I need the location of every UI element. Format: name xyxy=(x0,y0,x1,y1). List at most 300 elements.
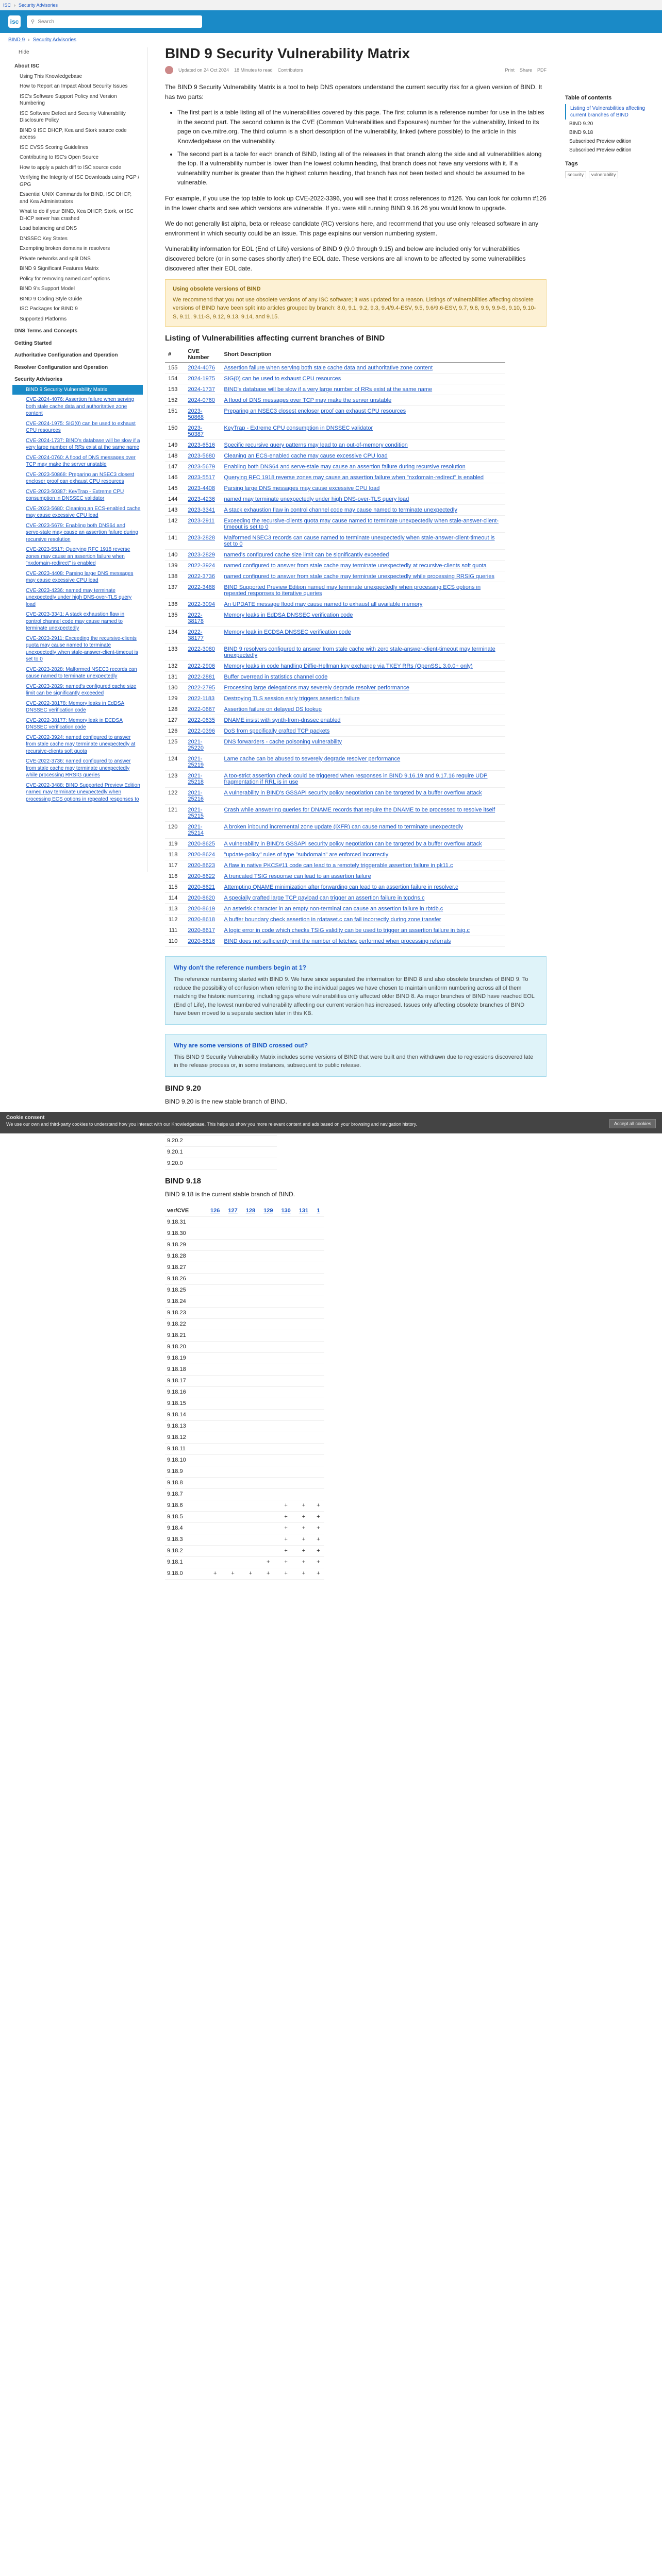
desc-cell xyxy=(221,550,505,561)
sidebar-item[interactable]: What to do if your BIND, Kea DHCP, Stork, or ISC DHCP server has crashed xyxy=(20,209,134,222)
matrix-cell xyxy=(312,1216,324,1228)
sidebar-item[interactable]: CVE-2023-50868: Preparing an NSEC3 closest encloser proof can exhaust CPU resources xyxy=(26,471,135,484)
sidebar-item[interactable]: CVE-2022-3924: named configured to answer from stale cache may terminate unexpectedly at recursive-clients soft quota xyxy=(26,734,136,754)
sidebar-item[interactable]: Security Advisories xyxy=(14,377,63,382)
matrix-cell xyxy=(242,1284,259,1296)
table-row xyxy=(165,1158,277,1169)
matrix-cell xyxy=(206,1375,224,1386)
table-row xyxy=(165,599,505,610)
table-row xyxy=(165,384,505,395)
desc-cell xyxy=(221,472,505,483)
desc-cell xyxy=(221,505,505,516)
table-row xyxy=(165,423,505,440)
matrix-cell xyxy=(206,1443,224,1454)
desc-cell xyxy=(221,661,505,672)
vuln-desc-link[interactable]: Specific recursive query patterns may lead to an out-of-memory condition xyxy=(224,442,408,449)
cve-link[interactable]: 2023-6516 xyxy=(188,442,215,449)
cve-link[interactable]: 2021-25215 xyxy=(188,807,204,820)
table-row xyxy=(165,1556,324,1568)
vuln-desc-link[interactable]: Crash while answering queries for DNAME records that require the DNAME to be processed to resolve itself xyxy=(224,807,495,814)
vuln-desc-link[interactable]: Querying RFC 1918 reverse zones may cause an assertion failure when "nxdomain-redirect" is enabled xyxy=(224,474,484,481)
vuln-desc-link[interactable]: A broken inbound incremental zone update (IXFR) can cause named to terminate unexpectedly xyxy=(224,824,463,831)
matrix-cell xyxy=(224,1216,241,1228)
cve-link[interactable]: 2020-8618 xyxy=(188,917,215,923)
vuln-desc-link[interactable]: Preparing an NSEC3 closest encloser proof can exhaust CPU resources xyxy=(224,408,406,415)
matrix-cell xyxy=(224,1262,241,1273)
vuln-desc-link[interactable]: DNS forwarders - cache poisoning vulnerability xyxy=(224,739,342,745)
crossed-note-title: Why are some versions of BIND crossed out? xyxy=(174,1041,308,1049)
matrix-cell xyxy=(259,1398,277,1409)
table-row xyxy=(165,516,505,533)
table-row xyxy=(165,1466,324,1477)
cve-link[interactable]: 2020-8616 xyxy=(188,938,215,945)
breadcrumb-item[interactable]: Security Advisories xyxy=(32,37,77,43)
matrix-cell: + xyxy=(295,1545,312,1556)
sidebar-item[interactable]: ISC CVSS Scoring Guidelines xyxy=(20,144,89,150)
sidebar-item[interactable]: DNS Terms and Concepts xyxy=(14,328,78,334)
table-row xyxy=(165,533,505,550)
cve-link[interactable]: 2023-4408 xyxy=(188,485,215,492)
cve-cell xyxy=(185,516,221,533)
sidebar-item[interactable]: Private networks and split DNS xyxy=(20,256,91,262)
desc-cell xyxy=(221,406,505,423)
sidebar-item[interactable]: CVE-2023-5517: Querying RFC 1918 reverse zones may cause an assertion failure when "nxdomain-redirect" is enabled xyxy=(26,547,130,566)
heading-9-18: BIND 9.18 xyxy=(165,1176,202,1185)
desc-cell xyxy=(221,936,505,947)
sidebar-item[interactable]: CVE-2023-5679: Enabling both DNS64 and serve-stale may cause an assertion failure during recursive resolution xyxy=(26,522,138,543)
toc-item[interactable]: Subscribed Preview edition xyxy=(569,139,632,144)
cve-link[interactable]: 2020-8617 xyxy=(188,927,215,934)
table-row xyxy=(165,1250,324,1262)
table-row xyxy=(165,1341,324,1352)
desc-cell xyxy=(221,925,505,936)
cve-cell xyxy=(185,850,221,860)
table-row xyxy=(165,871,505,882)
cve-link[interactable]: 2023-3341 xyxy=(188,507,215,514)
vuln-number: 116 xyxy=(165,871,185,882)
sidebar-item[interactable]: Verifying the Integrity of ISC Downloads using PGP / GPG xyxy=(20,175,140,188)
cve-cell xyxy=(185,462,221,472)
cve-link[interactable]: 2021-25214 xyxy=(188,824,204,837)
table-row xyxy=(165,1216,324,1228)
desc-cell xyxy=(221,737,505,754)
cve-link[interactable]: 2020-8623 xyxy=(188,862,215,869)
vuln-desc-link[interactable]: KeyTrap - Extreme CPU consumption in DNSSEC validator xyxy=(224,425,373,432)
search-box[interactable] xyxy=(27,15,202,28)
pdf-button[interactable]: PDF xyxy=(537,67,547,73)
vuln-desc-link[interactable]: A stack exhaustion flaw in control channel code may cause named to terminate unexpectedly xyxy=(224,507,457,514)
sidebar-item[interactable]: Load balancing and DNS xyxy=(20,226,77,231)
matrix-cell xyxy=(312,1375,324,1386)
vuln-desc-link[interactable]: Lame cache can be abused to severely degrade resolver performance xyxy=(224,756,401,762)
cve-cell xyxy=(185,893,221,904)
matrix-cell xyxy=(206,1352,224,1364)
cve-link[interactable]: 2022-0667 xyxy=(188,706,215,713)
matrix-cell xyxy=(242,1158,259,1169)
cve-link[interactable]: 2024-0760 xyxy=(188,397,215,404)
sidebar-item[interactable]: Using This Knowledgebase xyxy=(20,73,82,79)
matrix-col-link[interactable]: 129 xyxy=(263,1208,273,1214)
matrix-cell xyxy=(259,1284,277,1296)
cve-link[interactable]: 2020-8621 xyxy=(188,884,215,891)
cve-link[interactable]: 2022-3094 xyxy=(188,601,215,608)
sidebar-item[interactable]: Contributing to ISC's Open Source xyxy=(20,155,99,160)
vuln-number: 153 xyxy=(165,384,185,395)
matrix-col-header xyxy=(206,1205,224,1216)
matrix-cell xyxy=(277,1432,294,1443)
vulnerability-table xyxy=(165,347,505,947)
matrix-cell xyxy=(242,1364,259,1375)
matrix-cell xyxy=(206,1296,224,1307)
breadcrumb-item[interactable]: BIND 9 xyxy=(8,37,25,43)
vuln-number: 141 xyxy=(165,533,185,550)
vuln-desc-link[interactable]: Assertion failure when serving both stale cache data and authoritative zone content xyxy=(224,365,433,371)
version-label: 9.18.23 xyxy=(165,1307,206,1318)
sidebar-item[interactable]: DNSSEC Key States xyxy=(20,235,68,242)
vuln-number: 151 xyxy=(165,406,185,423)
vuln-number: 119 xyxy=(165,839,185,850)
desc-cell xyxy=(221,850,505,860)
desc-cell xyxy=(221,871,505,882)
cve-cell xyxy=(185,737,221,754)
cve-link[interactable]: 2022-3736 xyxy=(188,573,215,580)
matrix-cell xyxy=(224,1522,241,1534)
matrix-col-link[interactable]: 126 xyxy=(210,1208,220,1214)
table-row xyxy=(165,1568,324,1579)
matrix-col-link[interactable]: 1 xyxy=(317,1208,320,1214)
sidebar-item[interactable]: CVE-2024-1737: BIND's database will be slow if a very large number of RRs exist at the same name xyxy=(26,437,140,450)
cve-link[interactable]: 2020-8620 xyxy=(188,895,215,902)
table-row xyxy=(165,693,505,704)
desc-cell xyxy=(221,882,505,893)
matrix-cell xyxy=(259,1522,277,1534)
table-row xyxy=(165,822,505,839)
cve-link[interactable]: 2023-5680 xyxy=(188,453,215,460)
version-label: 9.18.14 xyxy=(165,1409,206,1420)
cve-link[interactable]: 2022-3488 xyxy=(188,584,215,591)
matrix-cell xyxy=(277,1216,294,1228)
matrix-cell xyxy=(242,1432,259,1443)
matrix-cell: + xyxy=(277,1534,294,1545)
vuln-desc-link[interactable]: Destroying TLS session early triggers assertion failure xyxy=(224,696,360,702)
vuln-desc-link[interactable]: named's configured cache size limit can be significantly exceeded xyxy=(224,552,389,558)
cve-cell xyxy=(185,805,221,822)
matrix-cell xyxy=(224,1556,241,1568)
matrix-cell xyxy=(312,1466,324,1477)
cve-link[interactable]: 2022-0635 xyxy=(188,717,215,724)
matrix-cell: + xyxy=(295,1556,312,1568)
matrix-cell xyxy=(242,1386,259,1398)
cve-link[interactable]: 2022-38177 xyxy=(188,629,204,642)
matrix-cell xyxy=(259,1432,277,1443)
matrix-cell: + xyxy=(259,1556,277,1568)
sidebar-item[interactable]: CVE-2023-2911: Exceeding the recursive-clients quota may cause named to terminate unexpectedly when stale-answer-client-timeout is set to 0 xyxy=(26,635,138,662)
sidebar-item[interactable]: CVE-2022-38178: Memory leaks in EdDSA DNSSEC verification code xyxy=(26,700,125,713)
toc-item[interactable]: Subscribed Preview edition xyxy=(569,147,632,153)
vuln-desc-link[interactable]: Exceeding the recursive-clients quota may cause named to terminate unexpectedly when stale-answer-client-timeout is set to 0 xyxy=(224,518,499,531)
cve-link[interactable]: 2020-8625 xyxy=(188,841,215,848)
toc-item[interactable]: BIND 9.20 xyxy=(569,121,593,127)
cve-link[interactable]: 2022-38178 xyxy=(188,612,204,625)
matrix-cell: + xyxy=(277,1511,294,1522)
sidebar-item[interactable]: CVE-2022-3488: BIND Supported Preview Edition named may terminate unexpectedly when processing ECS options in repeated responses to xyxy=(26,782,140,802)
sidebar-item[interactable]: How to Report an Impact About Security Issues xyxy=(20,83,128,89)
list-item: • The first part is a table listing all of the vulnerabilities covered by this page. The first column is a reference number for use in the tables in the second part. The second column is the CVE (Common Vulnerabilities and Exposures) number for the vulnerability, linked to its page on cve.mitre.org. The third column is a short description of the vulnerability, linked (where possible) to the article in this Knowledgebase on the vulnerability. xyxy=(177,108,547,146)
share-button[interactable]: Share xyxy=(519,67,532,73)
vuln-desc-link[interactable]: A specially crafted large TCP payload can trigger an assertion failure in tcpdns.c xyxy=(224,895,425,902)
matrix-cell xyxy=(259,1146,277,1158)
table-row xyxy=(165,1273,324,1284)
cve-link[interactable]: 2022-2906 xyxy=(188,663,215,670)
sidebar-item[interactable]: Getting Started xyxy=(14,340,52,346)
vuln-desc-link[interactable]: Attempting QNAME minimization after forwarding can lead to an assertion failure in resolver.c xyxy=(224,884,458,891)
matrix-col-link[interactable]: 128 xyxy=(245,1208,256,1214)
sidebar-item[interactable]: ISC's Software Support Policy and Version Numbering xyxy=(20,93,117,106)
sidebar-item[interactable]: CVE-2023-4236: named may terminate unexpectedly under high DNS-over-TLS query load xyxy=(26,587,132,607)
cve-link[interactable]: 2021-25219 xyxy=(188,756,204,769)
sidebar-item[interactable]: BIND 9 ISC DHCP, Kea and Stork source code access xyxy=(20,127,127,140)
sidebar-item[interactable]: CVE-2023-5680: Cleaning an ECS-enabled cache may cause excessive CPU load xyxy=(26,505,141,518)
table-row xyxy=(165,1398,324,1409)
cve-link[interactable]: 2022-3080 xyxy=(188,646,215,653)
sidebar-item[interactable]: BIND 9 Coding Style Guide xyxy=(20,296,82,302)
cve-link[interactable]: 2021-25220 xyxy=(188,739,204,752)
vuln-desc-link[interactable]: Memory leaks in EdDSA DNSSEC verification code xyxy=(224,612,353,619)
cve-cell xyxy=(185,374,221,384)
obsolete-warning xyxy=(165,279,547,327)
vuln-number: 138 xyxy=(165,571,185,582)
sidebar-item[interactable]: About ISC xyxy=(14,63,40,69)
matrix-cell xyxy=(224,1330,241,1341)
search-input[interactable] xyxy=(38,19,198,25)
sidebar-item[interactable]: ISC Software Defect and Security Vulnerability Disclosure Policy xyxy=(20,110,126,123)
cve-cell xyxy=(185,384,221,395)
sidebar-item[interactable]: CVE-2022-3736: named configured to answer from stale cache may terminate unexpectedly while processing RRSIG queries xyxy=(26,758,131,778)
cve-link[interactable]: 2024-4076 xyxy=(188,365,215,371)
cve-link[interactable]: 2023-2829 xyxy=(188,552,215,558)
matrix-cell xyxy=(312,1432,324,1443)
sidebar-item[interactable]: Exempting broken domains in resolvers xyxy=(20,246,110,251)
vuln-desc-link[interactable]: Buffer overread in statistics channel code xyxy=(224,674,328,681)
cve-link[interactable]: 2020-8619 xyxy=(188,906,215,912)
table-row xyxy=(165,1135,277,1146)
sidebar-item[interactable]: Policy for removing named.conf options xyxy=(20,276,110,282)
vuln-desc-link[interactable]: Parsing large DNS messages may cause excessive CPU load xyxy=(224,485,380,492)
desc-cell xyxy=(221,582,505,599)
cve-link[interactable]: 2021-25218 xyxy=(188,773,204,786)
matrix-cell xyxy=(312,1273,324,1284)
vuln-number: 121 xyxy=(165,805,185,822)
matrix-cell xyxy=(224,1135,241,1146)
sidebar-item[interactable]: CVE-2024-4076: Assertion failure when serving both stale cache data and authoritative zone content xyxy=(26,397,135,416)
cve-cell xyxy=(185,550,221,561)
vuln-number: 140 xyxy=(165,550,185,561)
vuln-desc-link[interactable]: Memory leaks in code handling Diffie-Hellman key exchange via TKEY RRs (OpenSSL 3.0.0+ only) xyxy=(224,663,473,670)
cve-cell xyxy=(185,882,221,893)
sidebar-item[interactable]: CVE-2023-3341: A stack exhaustion flaw in control channel code may cause named to terminate unexpectedly xyxy=(26,612,125,631)
vuln-desc-link[interactable]: Malformed NSEC3 records can cause named to terminate unexpectedly when stale-answer-client-timeout is set to 0 xyxy=(224,535,495,548)
vuln-desc-link[interactable]: BIND 9 resolvers configured to answer from stale cache with zero stale-answer-client-timeout may terminate unexpectedly xyxy=(224,646,495,659)
vuln-desc-link[interactable]: A logic error in code which checks TSIG validity can be used to trigger an assertion failure in tsig.c xyxy=(224,927,470,934)
vuln-desc-link[interactable]: A vulnerability in BIND's GSSAPI security policy negotiation can be targeted by a buffer overflow attack xyxy=(224,790,482,796)
vuln-desc-link[interactable]: Cleaning an ECS-enabled cache may cause excessive CPU load xyxy=(224,453,388,460)
sidebar-item[interactable]: CVE-2024-1975: SIG(0) can be used to exhaust CPU resources xyxy=(26,420,136,433)
sidebar-item[interactable]: Resolver Configuration and Operation xyxy=(14,364,108,370)
desc-cell xyxy=(221,610,505,627)
cve-link[interactable]: 2020-8624 xyxy=(188,852,215,858)
vuln-desc-link[interactable]: Processing large delegations may severely degrade resolver performance xyxy=(224,685,409,691)
vuln-desc-link[interactable]: A flood of DNS messages over TCP may make the server unstable xyxy=(224,397,392,404)
sidebar-item[interactable]: How to apply a patch diff to ISC source code xyxy=(20,164,122,171)
vuln-desc-link[interactable]: An asterisk character in an empty non-terminal can cause an assertion failure in rbtdb.c xyxy=(224,906,443,912)
table-row xyxy=(165,406,505,423)
sidebar-item[interactable]: Authoritative Configuration and Operation xyxy=(14,352,118,358)
matrix-cell xyxy=(312,1318,324,1330)
sidebar-item[interactable]: CVE-2023-2829: named's configured cache size limit can be significantly exceeded xyxy=(26,683,137,696)
matrix-cell: + xyxy=(295,1568,312,1579)
matrix-cell xyxy=(206,1318,224,1330)
cve-link[interactable]: 2023-2911 xyxy=(188,518,215,524)
table-row xyxy=(165,1500,324,1511)
isc-logo[interactable]: isc xyxy=(8,15,21,28)
matrix-cell xyxy=(277,1239,294,1250)
vuln-desc-link[interactable]: DNAME insist with synth-from-dnssec enabled xyxy=(224,717,341,724)
matrix-cell xyxy=(312,1454,324,1466)
matrix-col-link[interactable]: 131 xyxy=(299,1208,309,1214)
vuln-desc-link[interactable]: "update-policy" rules of type "subdomain" are enforced incorrectly xyxy=(224,852,389,858)
desc-cell xyxy=(221,599,505,610)
matrix-cell xyxy=(206,1216,224,1228)
vuln-desc-link[interactable]: Memory leak in ECDSA DNSSEC verification code xyxy=(224,629,351,636)
example-text: For example, if you use the top table to look up CVE-2022-3396, you will see that it cross references to #126. You can look for column #126 in the lower charts and see which versions are vulnerable. If you were still running BIND 9.16.26 you would know to upgrade. xyxy=(165,194,547,212)
sidebar-item[interactable]: ISC Packages for BIND 9 xyxy=(20,306,78,312)
vuln-desc-link[interactable]: A buffer boundary check assertion in rdataset.c can fail incorrectly during zone transfer xyxy=(224,917,441,923)
table-row xyxy=(165,672,505,683)
vuln-desc-link[interactable]: SIG(0) can be used to exhaust CPU resources xyxy=(224,376,341,382)
vuln-desc-link[interactable]: BIND's database will be slow if a very large number of RRs exist at the same name xyxy=(224,386,433,393)
vuln-desc-link[interactable]: Enabling both DNS64 and serve-stale may cause an assertion failure during recursive resolution xyxy=(224,464,466,470)
matrix-cell xyxy=(206,1534,224,1545)
desc-cell xyxy=(221,494,505,505)
matrix-col-link[interactable]: 130 xyxy=(281,1208,291,1214)
vuln-desc-link[interactable]: named may terminate unexpectedly under high DNS-over-TLS query load xyxy=(224,496,409,503)
matrix-cell xyxy=(312,1443,324,1454)
matrix-cell xyxy=(206,1454,224,1466)
toc-title: Table of contents xyxy=(565,95,612,101)
matrix-cell xyxy=(224,1500,241,1511)
cve-cell xyxy=(185,610,221,627)
version-label: 9.18.25 xyxy=(165,1284,206,1296)
matrix-cell xyxy=(277,1341,294,1352)
matrix-cell xyxy=(206,1420,224,1432)
meta-contributors[interactable]: Contributors xyxy=(277,67,303,73)
cve-link[interactable]: 2023-2828 xyxy=(188,535,215,541)
toc-item[interactable]: BIND 9.18 xyxy=(569,130,593,135)
accept-cookies-button[interactable]: Accept all cookies xyxy=(609,1119,656,1128)
table-row xyxy=(165,451,505,462)
vuln-desc-link[interactable]: An UPDATE message flood may cause named to exhaust all available memory xyxy=(224,601,423,608)
sidebar-item[interactable]: BIND 9 Significant Features Matrix xyxy=(20,266,99,272)
article xyxy=(165,45,547,1587)
tag[interactable]: vulnerability xyxy=(589,171,619,178)
matrix-col-header xyxy=(224,1205,241,1216)
cve-link[interactable]: 2023-50868 xyxy=(188,408,204,421)
sidebar-item[interactable]: CVE-2023-50387: KeyTrap - Extreme CPU consumption in DNSSEC validator xyxy=(26,488,124,501)
sidebar-item[interactable]: CVE-2022-38177: Memory leak in ECDSA DNSSEC verification code xyxy=(26,717,123,730)
cve-link[interactable]: 2024-1737 xyxy=(188,386,215,393)
vuln-desc-link[interactable]: A truncated TSIG response can lead to an assertion failure xyxy=(224,873,371,880)
sidebar-hide-button[interactable]: Hide xyxy=(19,49,29,55)
cve-cell xyxy=(185,423,221,440)
cve-link[interactable]: 2023-4236 xyxy=(188,496,215,503)
cve-link[interactable]: 2023-5679 xyxy=(188,464,215,470)
cve-link[interactable]: 2020-8622 xyxy=(188,873,215,880)
vuln-desc-link[interactable]: named configured to answer from stale cache may terminate unexpectedly at recursive-clients soft quota xyxy=(224,563,487,569)
cve-link[interactable]: 2024-1975 xyxy=(188,376,215,382)
cve-cell xyxy=(185,754,221,771)
print-button[interactable]: Print xyxy=(505,67,515,73)
vuln-desc-link[interactable]: DoS from specifically crafted TCP packets xyxy=(224,728,330,735)
cve-cell xyxy=(185,871,221,882)
vuln-desc-link[interactable]: BIND does not sufficiently limit the number of fetches performed when processing referrals xyxy=(224,938,451,945)
table-row xyxy=(165,505,505,516)
desc-cell xyxy=(221,693,505,704)
matrix-cell xyxy=(312,1477,324,1488)
sidebar-item[interactable]: Essential UNIX Commands for BIND, ISC DHCP, and Kea Administrators xyxy=(20,192,132,205)
version-label: 9.18.12 xyxy=(165,1432,206,1443)
vuln-desc-link[interactable]: A vulnerability in BIND's GSSAPI security policy negotiation can be targeted by a buffer overflow attack xyxy=(224,841,482,848)
sidebar-item[interactable]: CVE-2023-2828: Malformed NSEC3 records can cause named to terminate unexpectedly xyxy=(26,666,137,679)
matrix-cell xyxy=(242,1511,259,1522)
cve-link[interactable]: 2022-3924 xyxy=(188,563,215,569)
table-row xyxy=(165,1545,324,1556)
desc-cell xyxy=(221,715,505,726)
matrix-col-link[interactable]: 127 xyxy=(228,1208,238,1214)
cve-link[interactable]: 2021-25216 xyxy=(188,790,204,803)
vuln-desc-link[interactable]: A too-strict assertion check could be triggered when responses in BIND 9.16.19 and 9.17.16 require UDP fragmentation if RRL is in use xyxy=(224,773,488,786)
matrix-cell xyxy=(259,1364,277,1375)
table-row xyxy=(165,1307,324,1318)
vuln-desc-link[interactable]: BIND Supported Preview Edition named may terminate unexpectedly when processing ECS options in repeated responses to iterative queries xyxy=(224,584,481,597)
sidebar-item[interactable]: Supported Platforms xyxy=(20,316,67,322)
vuln-desc-link[interactable]: Assertion failure on delayed DS lookup xyxy=(224,706,322,713)
cve-link[interactable]: 2022-0396 xyxy=(188,728,215,735)
table-row xyxy=(165,737,505,754)
vuln-desc-link[interactable]: A flaw in native PKCS#11 code can lead to a remotely triggerable assertion failure in pk11.c xyxy=(224,862,453,869)
matrix-cell xyxy=(206,1228,224,1239)
topbar-crumb-1[interactable]: ISC xyxy=(3,3,11,8)
topbar-crumb-2[interactable]: Security Advisories xyxy=(19,3,58,8)
page-title: BIND 9 Security Vulnerability Matrix xyxy=(165,45,410,61)
matrix-cell xyxy=(295,1284,312,1296)
sidebar-item[interactable]: CVE-2023-4408: Parsing large DNS messages may cause excessive CPU load xyxy=(26,570,134,583)
cve-link[interactable]: 2022-2881 xyxy=(188,674,215,681)
tag[interactable]: security xyxy=(565,171,586,178)
matrix-cell xyxy=(206,1273,224,1284)
cve-link[interactable]: 2023-50387 xyxy=(188,425,204,438)
cve-link[interactable]: 2022-1183 xyxy=(188,696,215,702)
vuln-desc-link[interactable]: named configured to answer from stale cache may terminate unexpectedly while processing RRSIG queries xyxy=(224,573,494,580)
sidebar-item[interactable]: BIND 9 Security Vulnerability Matrix xyxy=(12,385,143,395)
toc-item[interactable]: Listing of Vulnerabilities affecting current branches of BIND xyxy=(565,104,653,120)
cve-link[interactable]: 2023-5517 xyxy=(188,474,215,481)
sidebar-item[interactable]: BIND 9's Support Model xyxy=(20,286,75,292)
vuln-number: 132 xyxy=(165,661,185,672)
version-label: 9.18.13 xyxy=(165,1420,206,1432)
cve-link[interactable]: 2022-2795 xyxy=(188,685,215,691)
matrix-cell xyxy=(224,1273,241,1284)
sidebar-item[interactable]: CVE-2024-0760: A flood of DNS messages over TCP may make the server unstable xyxy=(26,454,136,467)
